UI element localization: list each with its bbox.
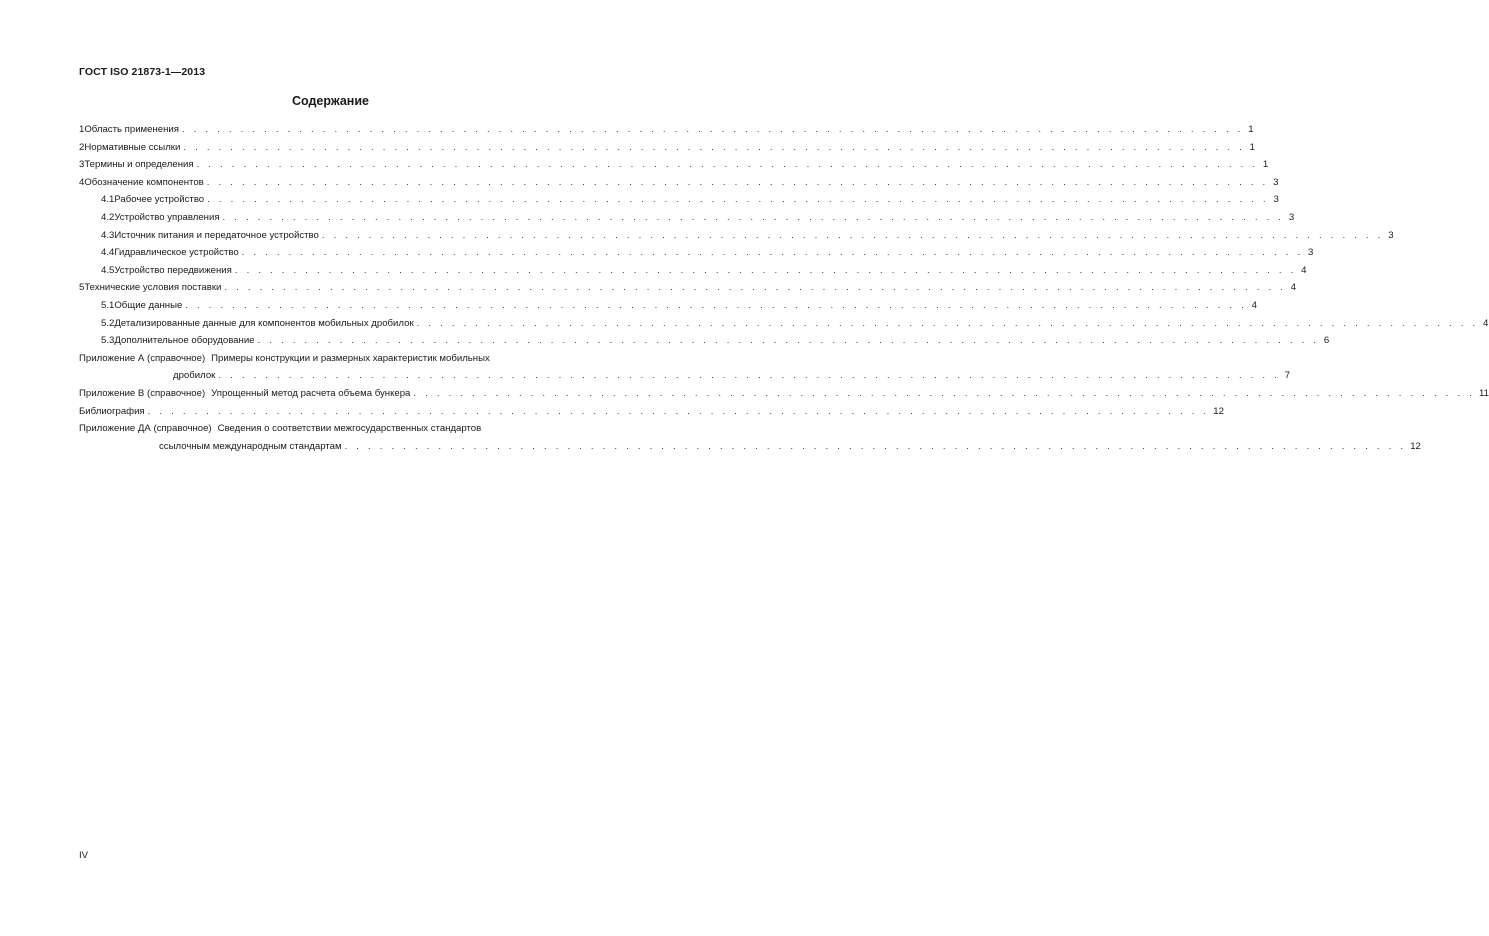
- toc-entry-number: 1: [79, 124, 85, 135]
- toc-entry-page: 1: [1249, 141, 1256, 153]
- dot-leader: . . . . . . . . . . . . . . . . . . . . . . . . . . . . . . . . . . . . . . . . . . . . . . . . . . . . . . . . . . . . . . . . . . . . . . . . . . . . . . . . . . . . . . . . . . .: [224, 282, 1287, 294]
- dot-leader: . . . . . . . . . . . . . . . . . . . . . . . . . . . . . . . . . . . . . . . . . . . . . . . . . . . . . . . . . . . . . . . . . . . . . . . . . . . . . . . . . . . . . . . . . . .: [207, 194, 1269, 206]
- toc-entry-3[interactable]: [79, 156, 1269, 174]
- toc-entry-page: 11: [1479, 387, 1489, 399]
- toc-entry-number: 4.4: [101, 247, 115, 259]
- dot-leader: . . . . . . . . . . . . . . . . . . . . . . . . . . . . . . . . . . . . . . . . . . . . . . . . . . . . . . . . . . . . . . . . . . . . . . . . . . . . . . . . . . . . . . . . . . .: [147, 405, 1210, 417]
- toc-entry-number: 4.3: [101, 229, 115, 241]
- toc-entry-title: Сведения о соответствии межгосударственных стандартов: [217, 423, 482, 435]
- toc-entry-title-continued: ссылочным международным стандартам: [159, 440, 342, 452]
- dot-leader: . . . . . . . . . . . . . . . . . . . . . . . . . . . . . . . . . . . . . . . . . . . . . . . . . . . . . . . . . . . . . . . . . . . . . . . . . . . . . . . . . . . . . . . . . . .: [183, 141, 1246, 153]
- toc-entry-4-3[interactable]: [79, 227, 1394, 245]
- dot-leader: . . . . . . . . . . . . . . . . . . . . . . . . . . . . . . . . . . . . . . . . . . . . . . . . . . . . . . . . . . . . . . . . . . . . . . . . . . . . . . . . . . . . . . . . . . .: [181, 124, 1244, 135]
- toc-entry-page: 3: [1273, 176, 1279, 188]
- toc-entry-page: 7: [1284, 370, 1291, 382]
- toc-entry-number: 4.1: [101, 194, 115, 206]
- toc-entry-title: Общие данные: [114, 299, 183, 311]
- toc-entry-page: 1: [1248, 124, 1254, 135]
- toc-entry-4-4[interactable]: [79, 244, 1314, 262]
- table-of-contents: [79, 121, 1489, 455]
- toc-entry-title: Упрощенный метод расчета объема бункера: [211, 387, 411, 399]
- toc-entry-title: Гидравлическое устройство: [114, 247, 239, 259]
- toc-entry-page: 3: [1388, 229, 1394, 241]
- page-number: IV: [79, 850, 89, 861]
- dot-leader: . . . . . . . . . . . . . . . . . . . . . . . . . . . . . . . . . . . . . . . . . . . . . . . . . . . . . . . . . . . . . . . . . . . . . . . . . . . . . . . . . . . . . . . . . . .: [185, 299, 1247, 311]
- dot-leader: . . . . . . . . . . . . . . . . . . . . . . . . . . . . . . . . . . . . . . . . . . . . . . . . . . . . . . . . . . . . . . . . . . . . . . . . . . . . . . . . . . . . . . . . . . .: [416, 317, 1479, 329]
- toc-entry-page: 3: [1273, 194, 1279, 206]
- toc-entry-number: 3: [79, 159, 85, 171]
- appendix-label: Приложение А (справочное): [79, 352, 206, 364]
- dot-leader: . . . . . . . . . . . . . . . . . . . . . . . . . . . . . . . . . . . . . . . . . . . . . . . . . . . . . . . . . . . . . . . . . . . . . . . . . . . . . . . . . . . . . . . . . . .: [222, 211, 1285, 223]
- toc-entry-title: Дополнительное оборудование: [114, 335, 255, 347]
- toc-entry-page: 3: [1288, 211, 1295, 223]
- toc-entry-5-1[interactable]: [79, 297, 1257, 315]
- toc-entry-number: 2: [79, 141, 85, 153]
- dot-leader: . . . . . . . . . . . . . . . . . . . . . . . . . . . . . . . . . . . . . . . . . . . . . . . . . . . . . . . . . . . . . . . . . . . . . . . . . . . . . . . . . . . . . . . . . . .: [206, 176, 1269, 188]
- toc-entry-page: 4: [1482, 317, 1489, 329]
- appendix-label: Приложение В (справочное): [79, 387, 206, 399]
- toc-entry-4-1[interactable]: [79, 191, 1279, 209]
- dot-leader: . . . . . . . . . . . . . . . . . . . . . . . . . . . . . . . . . . . . . . . . . . . . . . . . . . . . . . . . . . . . . . . . . . . . . . . . . . . . . . . . . . . . . . . . . . .: [196, 159, 1259, 171]
- toc-entry-title-continued: дробилок: [173, 370, 216, 382]
- dot-leader: . . . . . . . . . . . . . . . . . . . . . . . . . . . . . . . . . . . . . . . . . . . . . . . . . . . . . . . . . . . . . . . . . . . . . . . . . . . . . . . . . . . . . . . . . . .: [234, 264, 1297, 276]
- toc-entry-4[interactable]: [79, 174, 1279, 192]
- toc-entry-title: Обозначение компонентов: [84, 176, 204, 188]
- toc-entry-number: 5: [79, 282, 85, 294]
- dot-leader: . . . . . . . . . . . . . . . . . . . . . . . . . . . . . . . . . . . . . . . . . . . . . . . . . . . . . . . . . . . . . . . . . . . . . . . . . . . . . . . . . . . . . . . . . . .: [257, 335, 1320, 347]
- page-header: ГОСТ ISO 21873-1—2013: [79, 66, 206, 78]
- toc-entry-page: 12: [1213, 405, 1224, 417]
- dot-leader: . . . . . . . . . . . . . . . . . . . . . . . . . . . . . . . . . . . . . . . . . . . . . . . . . . . . . . . . . . . . . . . . . . . . . . . . . . . . . . . . . . . . . . . . . . .: [241, 247, 1304, 259]
- toc-entry-title: Примеры конструкции и размерных характеристик мобильных: [211, 352, 490, 364]
- toc-entry-appendix-a[interactable]: [79, 350, 1291, 385]
- toc-entry-page: 12: [1410, 440, 1421, 452]
- toc-entry-title: Детализированные данные для компонентов мобильных дробилок: [114, 317, 414, 329]
- appendix-label: Приложение ДА (справочное): [79, 423, 212, 435]
- toc-entry-title: Источник питания и передаточное устройство: [114, 229, 319, 241]
- toc-entry-appendix-b[interactable]: [79, 385, 1489, 403]
- toc-entry-title: Библиография: [79, 405, 145, 417]
- toc-entry-appendix-da[interactable]: [79, 420, 1421, 455]
- toc-entry-title: Устройство управления: [114, 211, 220, 223]
- toc-entry-title: Область применения: [84, 124, 179, 135]
- toc-entry-4-2[interactable]: [79, 209, 1295, 227]
- dot-leader: . . . . . . . . . . . . . . . . . . . . . . . . . . . . . . . . . . . . . . . . . . . . . . . . . . . . . . . . . . . . . . . . . . . . . . . . . . . . . . . . . . . . . . . . . . .: [344, 440, 1407, 452]
- toc-entry-number: 4.2: [101, 211, 115, 223]
- toc-entry-5-2[interactable]: [79, 315, 1489, 333]
- toc-entry-title: Технические условия поставки: [84, 282, 222, 294]
- toc-entry-page: 4: [1251, 299, 1257, 311]
- dot-leader: . . . . . . . . . . . . . . . . . . . . . . . . . . . . . . . . . . . . . . . . . . . . . . . . . . . . . . . . . . . . . . . . . . . . . . . . . . . . . . . . . . . . . . . . . . .: [413, 387, 1476, 399]
- toc-entry-page: 4: [1290, 282, 1297, 294]
- toc-entry-5-3[interactable]: [79, 332, 1330, 350]
- toc-entry-number: 5.3: [101, 335, 115, 347]
- toc-entry-page: 4: [1301, 264, 1307, 276]
- toc-entry-bibliography[interactable]: [79, 403, 1224, 421]
- toc-entry-title: Устройство передвижения: [114, 264, 232, 276]
- toc-entry-number: 5.1: [101, 299, 115, 311]
- toc-entry-5[interactable]: [79, 279, 1297, 297]
- toc-entry-title: Рабочее устройство: [114, 194, 205, 206]
- page-title: Содержание: [291, 94, 369, 108]
- toc-entry-2[interactable]: [79, 139, 1256, 157]
- toc-entry-4-5[interactable]: [79, 262, 1307, 280]
- toc-entry-page: 1: [1262, 159, 1269, 171]
- toc-entry-number: 4: [79, 176, 85, 188]
- toc-entry-number: 4.5: [101, 264, 115, 276]
- toc-entry-page: 3: [1307, 247, 1314, 259]
- dot-leader: . . . . . . . . . . . . . . . . . . . . . . . . . . . . . . . . . . . . . . . . . . . . . . . . . . . . . . . . . . . . . . . . . . . . . . . . . . . . . . . . . . . . . . . . . . .: [321, 229, 1384, 241]
- dot-leader: . . . . . . . . . . . . . . . . . . . . . . . . . . . . . . . . . . . . . . . . . . . . . . . . . . . . . . . . . . . . . . . . . . . . . . . . . . . . . . . . . . . . . . . . . . .: [218, 370, 1281, 382]
- toc-entry-page: 6: [1323, 335, 1330, 347]
- toc-entry-1[interactable]: [79, 121, 1254, 139]
- toc-entry-title: Нормативные ссылки: [84, 141, 181, 153]
- toc-entry-title: Термины и определения: [84, 159, 194, 171]
- toc-entry-number: 5.2: [101, 317, 115, 329]
